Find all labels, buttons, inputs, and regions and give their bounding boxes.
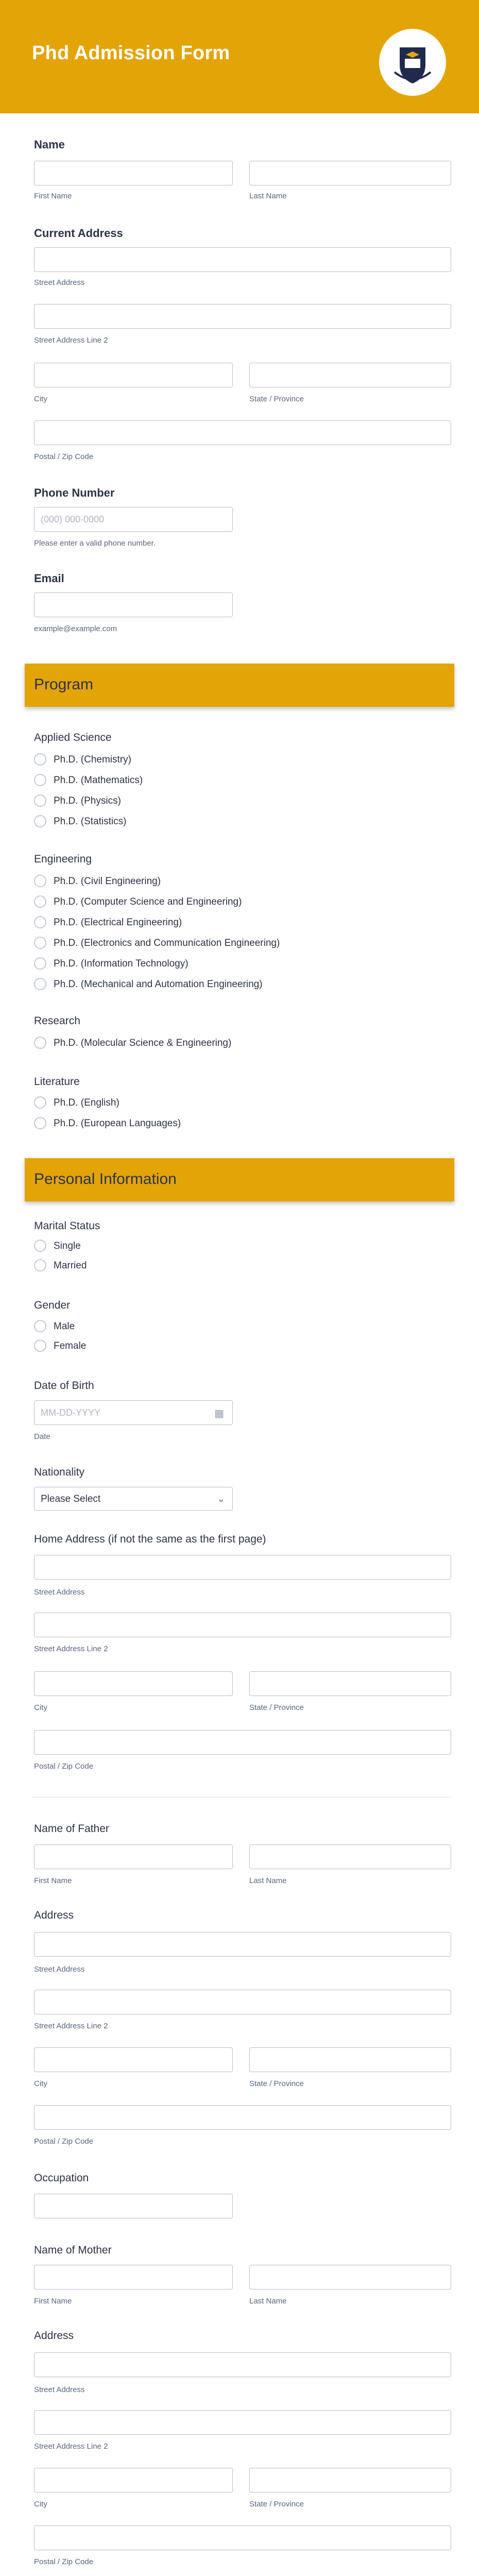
phone-label: Phone Number <box>34 486 115 499</box>
last-name-input[interactable] <box>249 161 451 185</box>
father-street2-sublabel: Street Address Line 2 <box>34 2022 108 2030</box>
radio-icon[interactable] <box>34 1240 46 1252</box>
email-input[interactable] <box>34 592 233 617</box>
mother-postal-sublabel: Postal / Zip Code <box>34 2557 94 2566</box>
radio-icon[interactable] <box>34 937 46 949</box>
father-occupation-label: Occupation <box>34 2172 89 2184</box>
father-postal-input[interactable] <box>34 2105 451 2130</box>
home-street2-sublabel: Street Address Line 2 <box>34 1645 108 1653</box>
phone-input[interactable] <box>34 507 233 532</box>
literature-label: Literature <box>34 1076 80 1088</box>
email-sublabel: example@example.com <box>34 624 117 633</box>
radio-icon[interactable] <box>34 794 46 807</box>
mother-last-name-sublabel: Last Name <box>249 2297 287 2306</box>
home-street-sublabel: Street Address <box>34 1588 85 1597</box>
personal-info-heading: Personal Information <box>34 1171 177 1188</box>
postal-code-input[interactable] <box>34 420 451 445</box>
program-heading: Program <box>34 676 94 693</box>
radio-icon[interactable] <box>34 875 46 887</box>
home-city-input[interactable] <box>34 1671 233 1696</box>
dob-label: Date of Birth <box>34 1380 94 1392</box>
home-postal-input[interactable] <box>34 1730 451 1755</box>
father-name-label: Name of Father <box>34 1823 109 1835</box>
mother-city-input[interactable] <box>34 2468 233 2493</box>
street-address-line2-sublabel: Street Address Line 2 <box>34 336 108 345</box>
radio-icon[interactable] <box>34 774 46 786</box>
first-name-input[interactable] <box>34 161 233 185</box>
street-address-sublabel: Street Address <box>34 278 85 287</box>
father-postal-sublabel: Postal / Zip Code <box>34 2137 94 2146</box>
applied-science-label: Applied Science <box>34 732 112 743</box>
mother-street-sublabel: Street Address <box>34 2385 85 2394</box>
father-occupation-input[interactable] <box>34 2194 233 2218</box>
home-postal-sublabel: Postal / Zip Code <box>34 1762 94 1771</box>
radio-icon[interactable] <box>34 1259 46 1272</box>
form-header <box>0 0 479 113</box>
home-street2-input[interactable] <box>34 1613 451 1637</box>
father-address-label: Address <box>34 1909 74 1921</box>
personal-info-section-header <box>25 1158 454 1201</box>
radio-icon[interactable] <box>34 957 46 970</box>
father-first-name-sublabel: First Name <box>34 1876 72 1885</box>
name-label: Name <box>34 138 65 151</box>
section-divider <box>32 1797 451 1798</box>
radio-icon[interactable] <box>34 1320 46 1332</box>
radio-icon[interactable] <box>34 753 46 766</box>
father-street2-input[interactable] <box>34 1990 451 2014</box>
dob-placeholder: MM-DD-YYYY <box>41 1408 100 1418</box>
mother-street2-sublabel: Street Address Line 2 <box>34 2442 108 2451</box>
radio-icon[interactable] <box>34 815 46 827</box>
mother-state-sublabel: State / Province <box>249 2500 304 2509</box>
nationality-select[interactable] <box>34 1487 233 1511</box>
program-section-header <box>25 664 454 707</box>
state-input[interactable] <box>249 363 451 387</box>
first-name-sublabel: First Name <box>34 192 72 200</box>
phone-sublabel: Please enter a valid phone number. <box>34 539 156 548</box>
mother-city-sublabel: City <box>34 2500 47 2509</box>
nationality-label: Nationality <box>34 1466 85 1478</box>
home-state-sublabel: State / Province <box>249 1703 304 1712</box>
email-label: Email <box>34 572 64 585</box>
chevron-down-icon: ⌄ <box>217 1494 225 1504</box>
city-sublabel: City <box>34 395 47 403</box>
mother-name-label: Name of Mother <box>34 2244 112 2256</box>
home-state-input[interactable] <box>249 1671 451 1696</box>
mother-street-input[interactable] <box>34 2352 451 2377</box>
mother-state-input[interactable] <box>249 2468 451 2493</box>
mother-postal-input[interactable] <box>34 2526 451 2550</box>
radio-icon[interactable] <box>34 978 46 990</box>
current-address-label: Current Address <box>34 227 123 240</box>
father-city-sublabel: City <box>34 2079 47 2088</box>
dob-input[interactable] <box>34 1400 233 1425</box>
research-label: Research <box>34 1015 80 1027</box>
home-address-label: Home Address (if not the same as the first page) <box>34 1533 266 1545</box>
street-address-line2-input[interactable] <box>34 304 451 329</box>
father-state-sublabel: State / Province <box>249 2079 304 2088</box>
last-name-sublabel: Last Name <box>249 192 287 200</box>
city-input[interactable] <box>34 363 233 387</box>
radio-icon[interactable] <box>34 895 46 908</box>
mother-last-name-input[interactable] <box>249 2265 451 2290</box>
street-address-input[interactable] <box>34 247 451 272</box>
calendar-icon[interactable]: ▦ <box>214 1408 224 1419</box>
mother-first-name-sublabel: First Name <box>34 2297 72 2306</box>
father-first-name-input[interactable] <box>34 1844 233 1869</box>
father-street-input[interactable] <box>34 1932 451 1957</box>
mother-street2-input[interactable] <box>34 2410 451 2435</box>
radio-icon[interactable] <box>34 1037 46 1049</box>
father-city-input[interactable] <box>34 2047 233 2072</box>
phone-placeholder: (000) 000-0000 <box>41 514 105 524</box>
marital-status-label: Marital Status <box>34 1220 100 1232</box>
home-street-input[interactable] <box>34 1555 451 1580</box>
state-sublabel: State / Province <box>249 395 304 403</box>
mother-first-name-input[interactable] <box>34 2265 233 2290</box>
postal-code-sublabel: Postal / Zip Code <box>34 452 94 461</box>
radio-icon[interactable] <box>34 1340 46 1352</box>
father-street-sublabel: Street Address <box>34 1965 85 1974</box>
home-city-sublabel: City <box>34 1703 47 1712</box>
university-logo <box>379 29 446 96</box>
gender-label: Gender <box>34 1299 71 1311</box>
engineering-label: Engineering <box>34 853 92 865</box>
radio-icon[interactable] <box>34 1117 46 1129</box>
dob-sublabel: Date <box>34 1432 50 1441</box>
mother-address-label: Address <box>34 2330 74 2342</box>
father-last-name-sublabel: Last Name <box>249 1876 287 1885</box>
radio-icon[interactable] <box>34 916 46 928</box>
father-last-name-input[interactable] <box>249 1844 451 1869</box>
form-title: Phd Admission Form <box>32 42 230 64</box>
radio-icon[interactable] <box>34 1096 46 1109</box>
father-state-input[interactable] <box>249 2047 451 2072</box>
nationality-value: Please Select <box>41 1494 101 1504</box>
